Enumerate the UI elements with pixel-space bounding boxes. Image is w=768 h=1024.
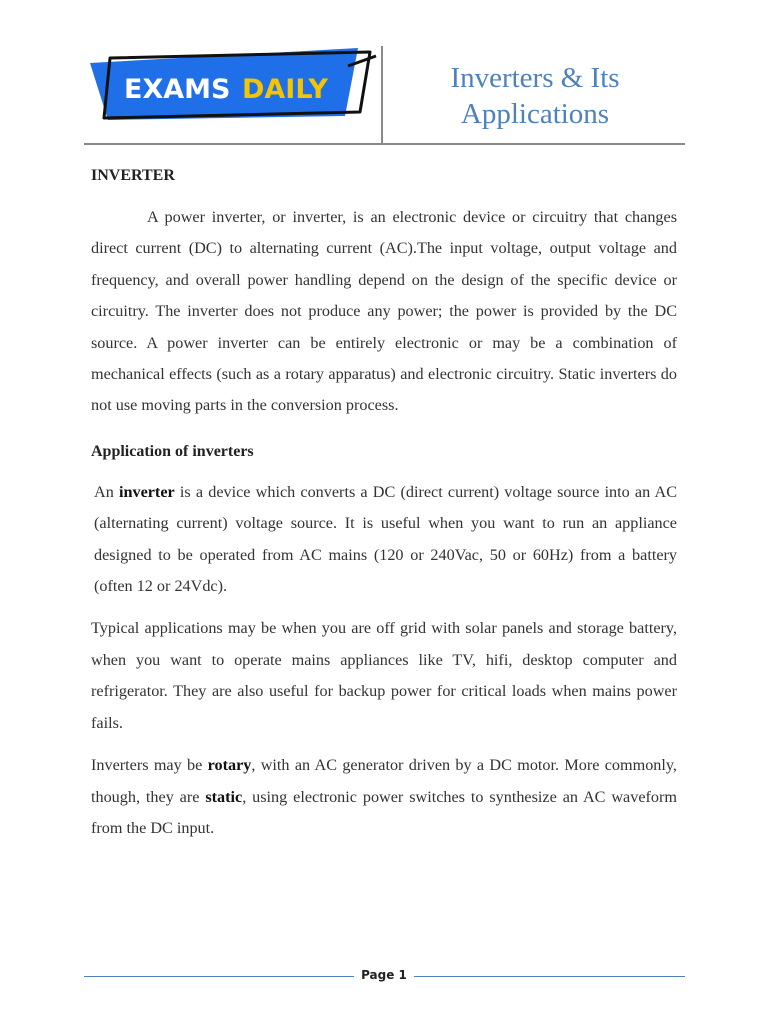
- document-title: [390, 60, 680, 132]
- footer-rule-left: [84, 976, 354, 977]
- page-number: Page 1: [361, 968, 407, 982]
- exams-daily-logo: [90, 46, 380, 126]
- logo-word-exams: EXAMS: [124, 74, 231, 105]
- applications-paragraph-3: Inverters may be rotary, with an AC generator driven by a DC motor. More commonly, though, they are static, using electronic power switches to synthesize an AC waveform from the DC input.: [91, 756, 677, 837]
- term-rotary: rotary: [207, 756, 252, 775]
- term-inverter: inverter: [118, 482, 175, 501]
- document-body: [91, 164, 677, 844]
- page-header: [0, 0, 768, 150]
- header-vertical-divider: [381, 46, 383, 144]
- title-line-2: Applications: [460, 98, 610, 130]
- header-rule: [84, 143, 685, 145]
- footer-rule-right: [414, 976, 685, 977]
- title-line-1: Inverters & Its: [450, 62, 620, 94]
- applications-paragraph-2: Typical applications may be when you are off grid with solar panels and storage battery, when you want to operate mains appliances like TV, hifi, desktop computer and refrigerator. They are also useful for backup power for critical loads when mains power fails.: [91, 619, 677, 732]
- inverter-definition-paragraph: A power inverter, or inverter, is an electronic device or circuitry that changes direct current (DC) to alternating current (AC).The input voltage, output voltage and frequency, and overall power handling depend on the design of the specific device or circuitry. The inverter does not produce any power; the power is provided by the DC source. A power inverter can be entirely electronic or may be a combination of mechanical effects (such as a rotary apparatus) and electronic circuitry. Static inverters do not use moving parts in the conversion process.: [91, 208, 677, 415]
- term-static: static: [205, 787, 243, 806]
- section-heading-applications: Application of inverters: [91, 442, 254, 460]
- applications-paragraph-1: An inverter is a device which converts a DC (direct current) voltage source into an AC (alternating current) voltage source. It is useful when you want to run an appliance designed to be operated from AC mains (120 or 240Vac, 50 or 60Hz) from a battery (often 12 or 24Vdc).: [94, 482, 677, 596]
- section-heading-inverter: INVERTER: [91, 167, 175, 184]
- logo-word-daily: DAILY: [242, 74, 328, 105]
